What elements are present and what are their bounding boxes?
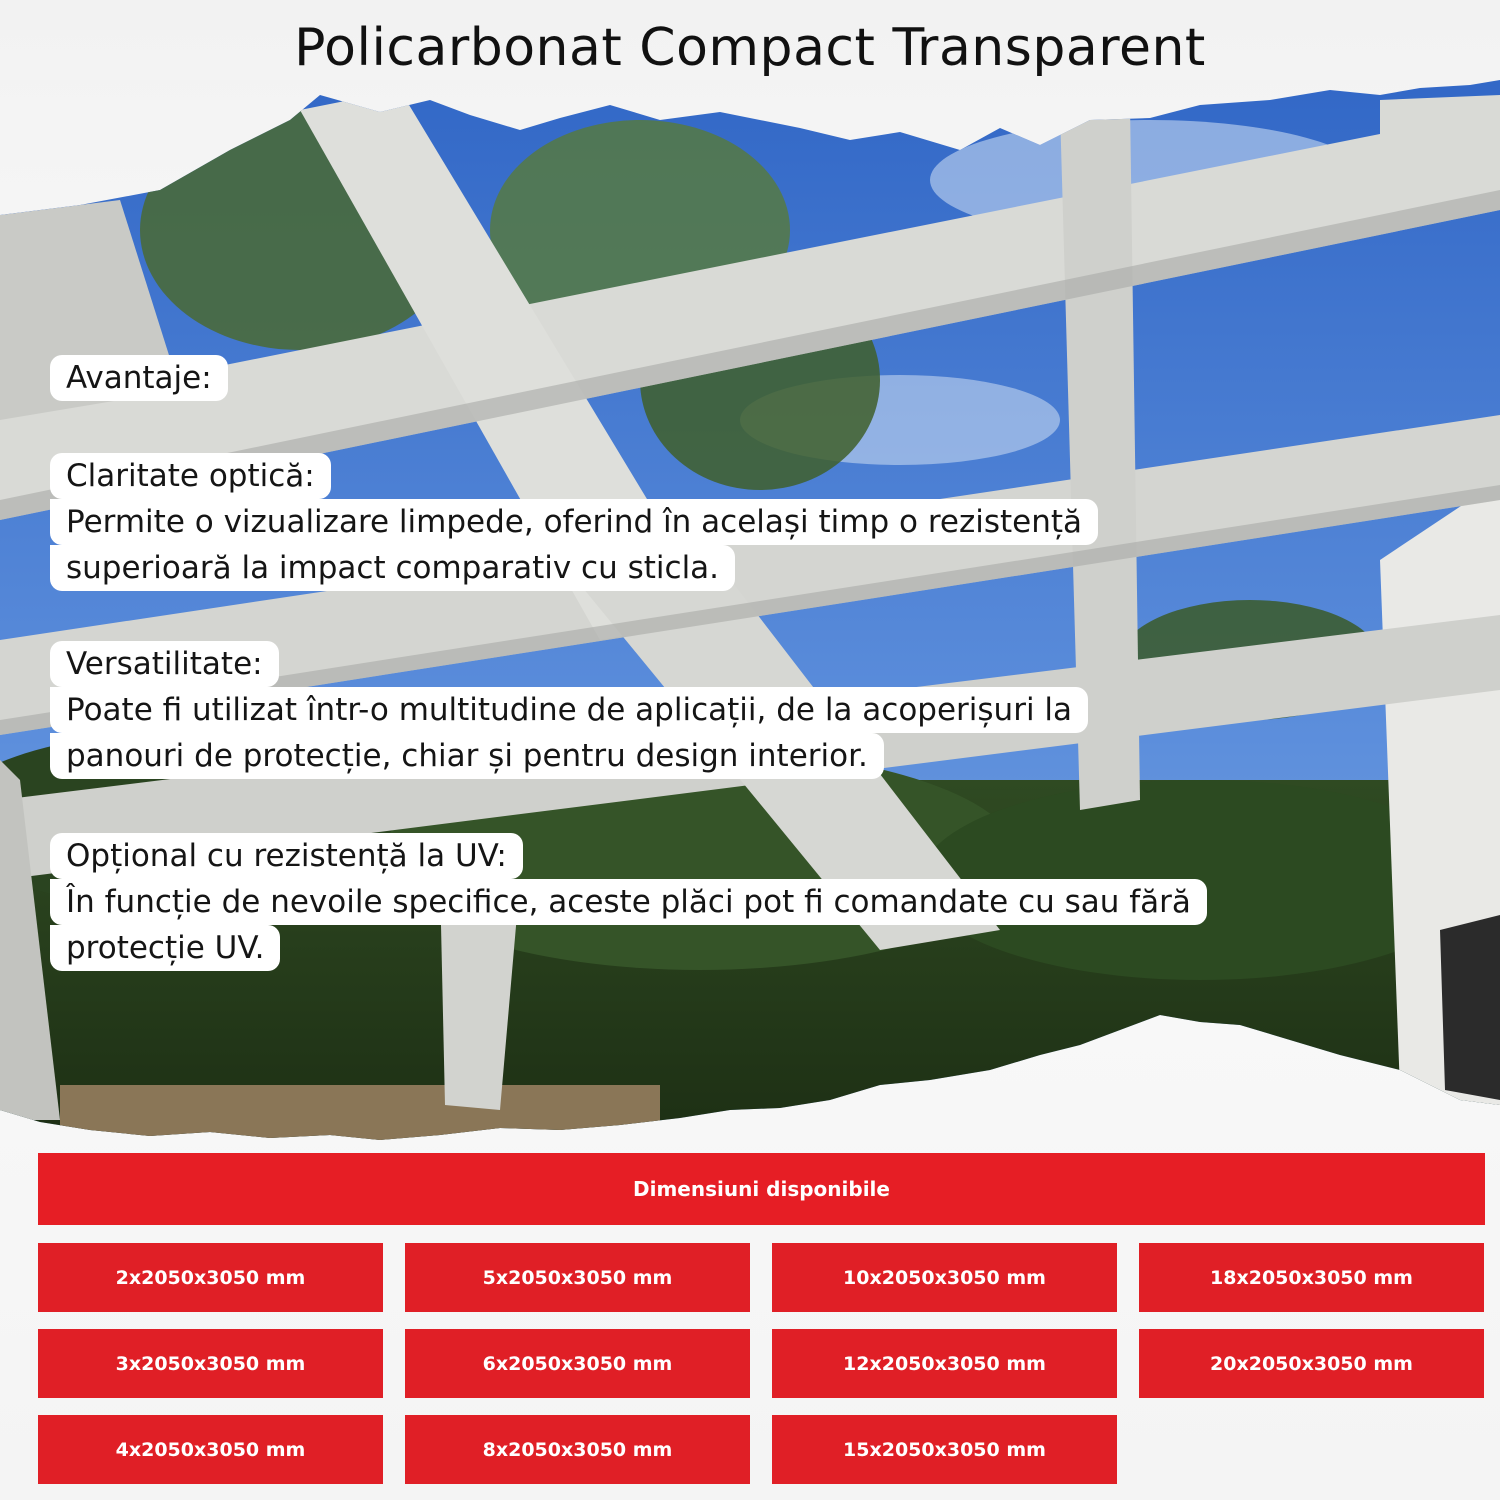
advantage-text-line: panouri de protecție, chiar și pentru design interior. — [50, 733, 884, 779]
dimension-option[interactable]: 20x2050x3050 mm — [1139, 1329, 1484, 1398]
dimension-option[interactable]: 2x2050x3050 mm — [38, 1243, 383, 1312]
dimension-option[interactable]: 8x2050x3050 mm — [405, 1415, 750, 1484]
page-title: Policarbonat Compact Transparent — [294, 18, 1206, 78]
dimension-option[interactable]: 6x2050x3050 mm — [405, 1329, 750, 1398]
advantage-text-line: Permite o vizualizare limpede, oferind în același timp o rezistență — [50, 499, 1098, 545]
advantage-item-versatility — [50, 641, 1088, 779]
dimension-option[interactable]: 4x2050x3050 mm — [38, 1415, 383, 1484]
advantages-heading: Avantaje: — [50, 355, 228, 401]
advantage-item-uv-resistance — [50, 833, 1207, 971]
dimension-option[interactable]: 12x2050x3050 mm — [772, 1329, 1117, 1398]
advantage-text-line: protecție UV. — [50, 925, 280, 971]
dimension-option[interactable]: 5x2050x3050 mm — [405, 1243, 750, 1312]
advantages-heading-block — [50, 355, 228, 401]
advantage-text-line: superioară la impact comparativ cu sticla. — [50, 545, 735, 591]
advantage-title: Versatilitate: — [50, 641, 279, 687]
dimension-option[interactable]: 15x2050x3050 mm — [772, 1415, 1117, 1484]
advantage-text-line: Poate fi utilizat într-o multitudine de aplicații, de la acoperișuri la — [50, 687, 1088, 733]
advantage-title: Claritate optică: — [50, 453, 331, 499]
advantage-item-optical-clarity — [50, 453, 1098, 591]
dimensions-header: Dimensiuni disponibile — [38, 1153, 1485, 1225]
dimension-option[interactable]: 3x2050x3050 mm — [38, 1329, 383, 1398]
dimension-option[interactable]: 18x2050x3050 mm — [1139, 1243, 1484, 1312]
advantage-title: Opțional cu rezistență la UV: — [50, 833, 523, 879]
dimension-option[interactable]: 10x2050x3050 mm — [772, 1243, 1117, 1312]
advantage-text-line: În funcție de nevoile specifice, aceste plăci pot fi comandate cu sau fără — [50, 879, 1207, 925]
